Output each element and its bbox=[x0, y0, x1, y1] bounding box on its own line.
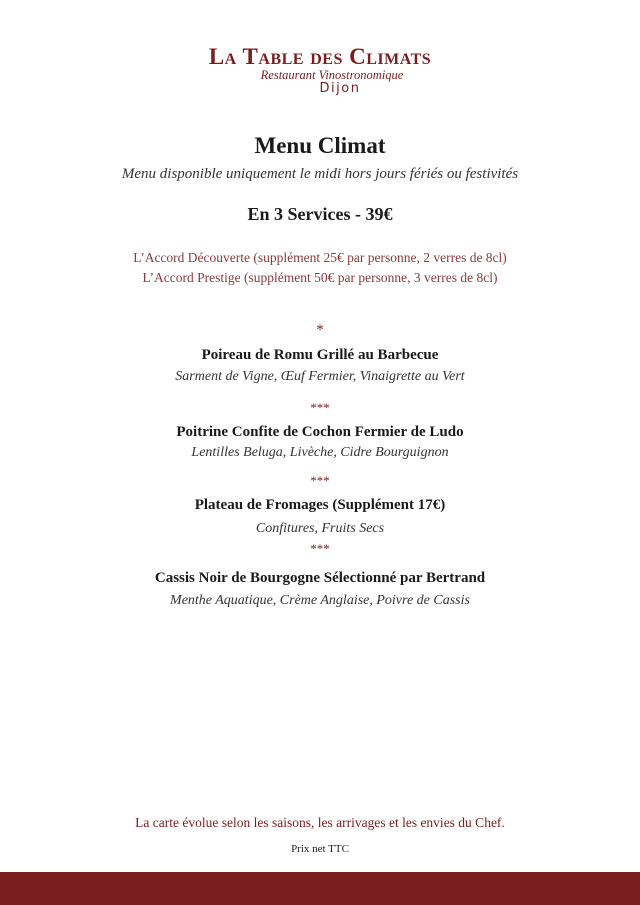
pairing-prestige: L’Accord Prestige (supplément 50€ par personne, 3 verres de 8cl) bbox=[142, 270, 498, 285]
footer-note: La carte évolue selon les saisons, les arrivages et les envies du Chef. bbox=[135, 815, 505, 830]
restaurant-name: La Table des Climats bbox=[208, 44, 432, 69]
footer-band bbox=[0, 872, 640, 905]
menu-title: Menu Climat bbox=[254, 133, 386, 158]
pairing-decouverte: L’Accord Découverte (supplément 25€ par personne, 2 verres de 8cl) bbox=[133, 250, 507, 265]
course-name: Poitrine Confite de Cochon Fermier de Ludo bbox=[176, 424, 464, 440]
course-name: Plateau de Fromages (Supplément 17€) bbox=[194, 497, 446, 513]
footer-prices: Prix net TTC bbox=[291, 843, 349, 855]
course-name: Poireau de Romu Grillé au Barbecue bbox=[201, 347, 439, 363]
course-name: Cassis Noir de Bourgogne Sélectionné par Bertrand bbox=[154, 570, 486, 586]
course-description: Menthe Aquatique, Crème Anglaise, Poivre de Cassis bbox=[170, 593, 470, 608]
separator-stars: *** bbox=[310, 400, 330, 415]
restaurant-tagline: Restaurant Vinostronomique bbox=[260, 68, 404, 82]
menu-price: En 3 Services - 39€ bbox=[247, 204, 393, 224]
course-description: Lentilles Beluga, Livèche, Cidre Bourguignon bbox=[191, 445, 449, 460]
separator-stars: *** bbox=[310, 473, 330, 488]
separator-star: * bbox=[316, 322, 324, 338]
course-description: Sarment de Vigne, Œuf Fermier, Vinaigrette au Vert bbox=[175, 369, 465, 384]
menu-subtitle: Menu disponible uniquement le midi hors jours fériés ou festivités bbox=[121, 166, 519, 182]
separator-stars: *** bbox=[310, 541, 330, 556]
restaurant-city: Dijon bbox=[319, 81, 361, 96]
course-description: Confitures, Fruits Secs bbox=[255, 521, 385, 536]
